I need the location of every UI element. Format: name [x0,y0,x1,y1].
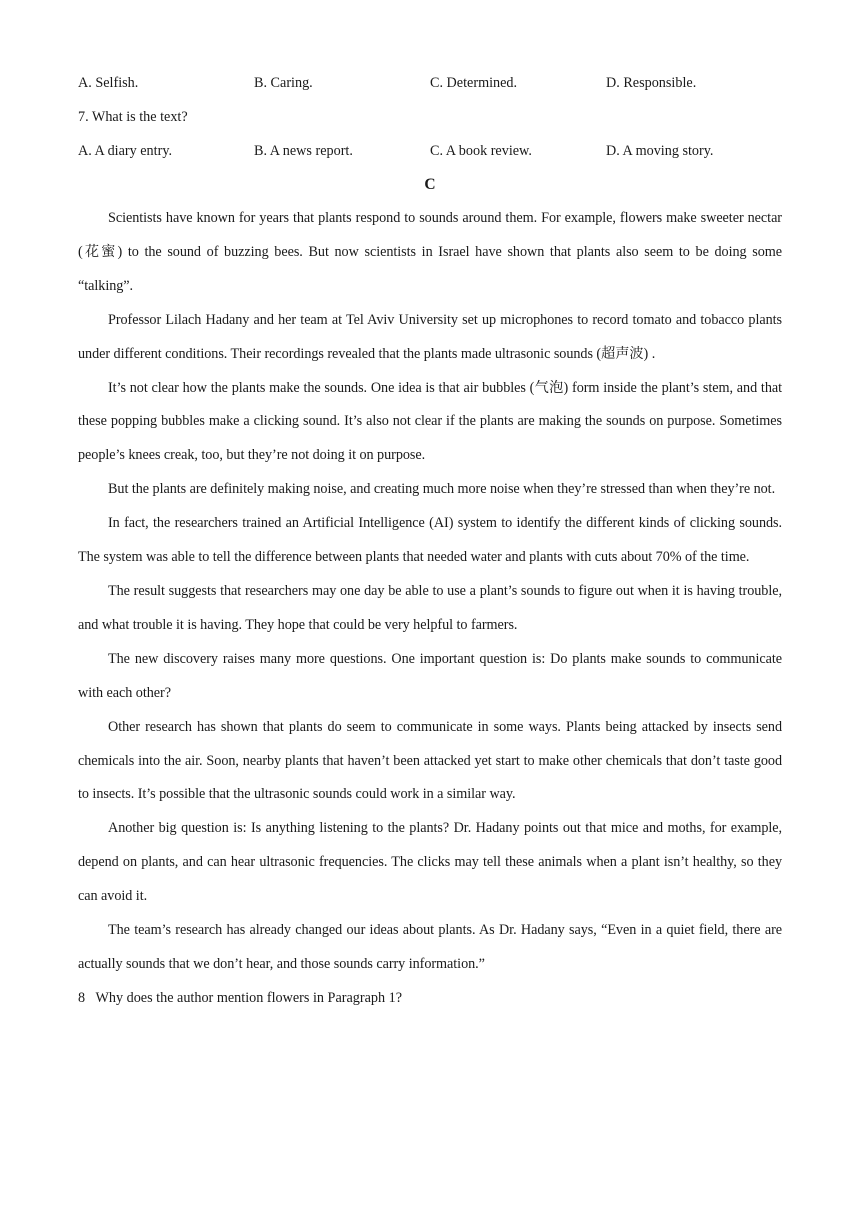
q7-option-c: C. A book review. [430,143,532,159]
q7-stem-row [78,106,782,140]
q7-option-a: A. A diary entry. [78,143,173,159]
passage-paragraph-7: The new discovery raises many more questions. One important question is: Do plants make sounds to communicate with each other? [78,650,782,701]
q8-stem: 8 Why does the author mention flowers in Paragraph 1? [78,989,402,1006]
passage-paragraph-8: Other research has shown that plants do seem to communicate in some ways. Plants being attacked by insects send chemicals into the air. Soon, nearby plants that haven’t been attacked yet start to make other chemicals that don’t taste good to insects. It’s possible that the ultrasonic sounds could work in a similar way. [78,718,782,803]
q6-option-a: A. Selfish. [78,75,139,91]
passage-paragraph-2: Professor Lilach Hadany and her team at Tel Aviv University set up microphones to record tomato and tobacco plants under different conditions. Their recordings revealed that the plants made ultrasonic sounds (超声波) . [78,311,782,362]
q7-option-b: B. A news report. [254,143,353,159]
passage-paragraph-5: In fact, the researchers trained an Artificial Intelligence (AI) system to identify the different kinds of clicking sounds. The system was able to tell the difference between plants that needed water and plants with cuts about 70% of the time. [78,515,782,566]
passage-paragraph-9: Another big question is: Is anything listening to the plants? Dr. Hadany points out that mice and moths, for example, depend on plants, and can hear ultrasonic frequencies. The clicks may tell these animals when a plant isn’t healthy, so they can avoid it. [78,820,782,905]
passage-paragraph-1: Scientists have known for years that plants respond to sounds around them. For example, flowers make sweeter nectar (花蜜) to the sound of buzzing bees. But now scientists in Israel have shown that plants also seem to be doing some “talking”. [78,210,782,294]
q7-option-d: D. A moving story. [606,143,714,159]
q6-option-b: B. Caring. [254,75,313,91]
section-heading: C [424,176,436,193]
passage-paragraph-3: It’s not clear how the plants make the sounds. One idea is that air bubbles (气泡) form inside the plant’s stem, and that these popping bubbles make a clicking sound. It’s also not clear if the plants are making the sounds on purpose. Sometimes people’s knees creak, too, but they’re not doing it on purpose. [78,379,782,464]
q6-option-d: D. Responsible. [606,75,697,91]
passage [78,208,782,988]
passage-paragraph-4: But the plants are definitely making noise, and creating much more noise when they’re stressed than when they’re not. [108,481,776,498]
q6-option-c: C. Determined. [430,75,518,91]
q7-options-row [78,140,782,174]
passage-paragraph-10: The team’s research has already changed our ideas about plants. As Dr. Hadany says, “Even in a quiet field, there are actually sounds that we don’t hear, and those sounds carry information.” [78,922,782,972]
q6-options-row [78,72,782,106]
passage-paragraph-6: The result suggests that researchers may one day be able to use a plant’s sounds to figure out when it is having trouble, and what trouble it is having. They hope that could be very helpful to farmers. [78,582,782,633]
q7-stem: 7. What is the text? [78,109,188,125]
document-page [78,72,782,1022]
